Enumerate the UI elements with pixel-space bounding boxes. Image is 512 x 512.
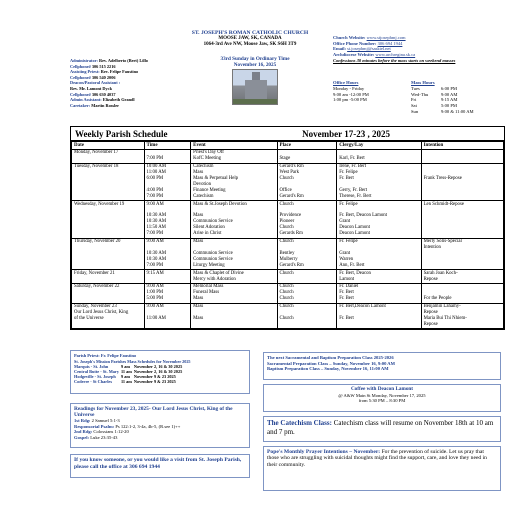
mass-time: 6:00 PM	[441, 85, 457, 91]
cell-clergy: Fr. Bert, Deacon Lamont	[337, 270, 421, 284]
sunday-title: 33rd Sunday in Ordinary Time	[220, 56, 290, 62]
pope-intention-box	[263, 446, 501, 491]
cell-time: 9:00 AM 10:30 AM 10:30 AM 11:50 AM 7:00 PM	[144, 201, 191, 238]
contact-label: Office Phone Number:	[333, 40, 377, 46]
mission-dates: November 9 & 23 2025	[133, 379, 176, 385]
weekly-schedule	[70, 126, 505, 330]
contact-block	[333, 35, 508, 64]
cell-intention: Len Schmidt-Repose	[421, 201, 503, 238]
cell-intention: Sarah Joan Koch- Repose	[421, 270, 503, 284]
schedule-dates: November 17-23 , 2025	[302, 128, 390, 139]
cell-event: Catechism Mass Mass & Perpetual Help Devotion Finance Meeting Catechism	[191, 163, 277, 200]
reading-value: Ps 122:1-2, 3-4a, 4b-5, (R.see 1)++	[115, 423, 181, 429]
cell-clergy: Fr. Bert,Deacon Lamont Fr. Bert	[337, 303, 421, 329]
mass-day: Sun	[411, 108, 419, 114]
staff-value: Rev. Adelberto (Bert) Lillo	[99, 58, 148, 63]
staff-label: Cellphone#	[70, 63, 91, 69]
cell-intention: Frank Tress-Repose	[421, 163, 503, 200]
cell-event: Mass & St.Joseph Devotion Mass Communion Service Silent Adoration Arise in Christ	[191, 201, 277, 238]
office-hours-row: 1:00 pm -5:00 PM	[333, 97, 367, 103]
parish-priest: Parish Priest: Fr. Felipe Faustino	[74, 353, 137, 358]
mass-day: Tues	[411, 85, 420, 91]
schedule-title: Weekly Parish Schedule	[75, 128, 168, 139]
table-row	[72, 201, 504, 238]
staff-label: Administrator:	[70, 58, 98, 63]
cell-date: Wednesday, November 19	[72, 201, 145, 238]
cell-clergy: Fr. Daniel Fr. Bert Fr. Bert	[337, 283, 421, 303]
mass-day: Wed-Thu	[411, 91, 429, 97]
prep-line-2: Baptism Preparation Class – Sunday, November 16, 11:00 AM	[267, 366, 389, 372]
cell-place: Gerard's Rm West Park Church Office Gerard's Rm	[277, 163, 337, 200]
cell-intention: For the People	[421, 283, 503, 303]
coffee-line-2: from 5:30 PM – 8:30 PM	[358, 398, 406, 404]
mass-hours-row	[411, 109, 508, 115]
mission-name: Marquis - St. John	[74, 364, 109, 370]
staff-label: Deacon/Pastoral Assistant :	[70, 80, 121, 86]
contact-link[interactable]: www.archregina.sk.ca	[375, 52, 416, 58]
contact-label: Church Website:	[333, 35, 366, 40]
column-header: Date	[72, 142, 145, 150]
contact-link[interactable]: 306 694 1944	[377, 40, 403, 46]
reading-label: Responsorial Psalm:	[74, 423, 116, 429]
staff-label: Cellphone#	[70, 74, 91, 80]
mission-name: Central Butte - St. Mary	[74, 369, 119, 375]
mission-dates: November 9 & 23 2025	[133, 374, 176, 380]
mass-day: Sat	[411, 103, 417, 109]
reading-label: 2nd Rdg:	[74, 429, 94, 435]
catechism-text: Catechism class will resume on November 18th at 10 am and 7 pm.	[267, 419, 494, 436]
catechism-title: The Catechism Class:	[267, 419, 332, 427]
cell-place: Stage	[277, 149, 337, 163]
cell-clergy: Fr. Felipe Grant Warren Ann, Fr. Bert	[337, 238, 421, 270]
mass-hours	[411, 80, 508, 115]
confessions-note: Confessions 30 minutes before the mass starts on weekend masses	[333, 57, 456, 63]
mass-hours-title: Mass Hours	[411, 80, 435, 85]
staff-list	[70, 58, 220, 108]
church-city: MOOSE JAW, SK, CANADA	[218, 36, 282, 42]
reading-label: Gospel:	[74, 434, 91, 440]
office-hours-title: Office Hours	[333, 80, 359, 85]
cell-date: Sunday, November 23 Our Lord Jesus Christ, King of the Universe	[72, 303, 145, 329]
mission-time: 11 am	[121, 369, 132, 375]
contact-list	[333, 35, 508, 58]
cell-event: Priest's Day Off KofC Meeting	[191, 149, 277, 163]
mission-time: 11 am	[121, 379, 132, 385]
staff-value: 306 630 4037	[91, 91, 116, 97]
cell-place: Church Church	[277, 303, 337, 329]
staff-value: 306 540 2006	[91, 74, 116, 80]
contact-label: Email:	[333, 46, 346, 52]
staff-value: Rev. Felipe Faustino	[100, 69, 139, 75]
cell-date: Thursday, November 20	[72, 238, 145, 270]
prep-line-1: Sacramental Preparation Class – Sunday, November 16, 9:00 AM	[267, 360, 395, 366]
column-header: Place	[277, 142, 337, 150]
mass-time: 9:00 AM	[441, 91, 458, 97]
column-header: Intention	[421, 142, 503, 150]
cell-time: 9:15 AM	[144, 270, 191, 284]
cell-place: Church Providence Pioneer Church Gerards Rm	[277, 201, 337, 238]
schedule-columns	[72, 142, 504, 150]
readings-title: Readings for November 23, 2025- Our Lord Jesus Christ, King of the Universe	[74, 406, 233, 418]
sunday-date: November 16, 2025	[233, 62, 277, 68]
office-hours	[333, 80, 411, 103]
readings-box	[70, 403, 250, 448]
mission-name: Coderre - St Charles	[74, 379, 112, 385]
cell-place: Church Bentley Mulberry Gerard's Rm	[277, 238, 337, 270]
cell-date: Monday, November 17	[72, 149, 145, 163]
cell-time: 9:00 AM 11:00 AM	[144, 303, 191, 329]
column-header: Event	[191, 142, 277, 150]
mass-day: Fri	[411, 97, 417, 103]
cell-clergy: Karl, Fr. Bert	[337, 149, 421, 163]
staff-value: Elizabeth Grandl	[102, 97, 135, 103]
mission-table	[74, 364, 184, 384]
column-header: Clergy/Lay	[337, 142, 421, 150]
reading-value: Colossians 1:12-20	[93, 429, 129, 435]
staff-value: Rev. Mr. Lamont Dyck	[70, 85, 112, 91]
cell-event: Mass & Chaplet of Divine Mercy with Adoration	[191, 270, 277, 284]
cell-event: Mass Communion Service Communion Service Liturgy Meeting	[191, 238, 277, 270]
church-address: 1064-3rd Ave NW, Moose Jaw, SK S6H 3T9	[203, 42, 297, 48]
catechism-box	[263, 416, 501, 442]
church-name: ST. JOSEPH'S ROMAN CATHOLIC CHURCH	[191, 30, 309, 36]
reading-value: 2 Samuel 5:1-3	[91, 418, 120, 423]
prep-title: The next Sacramental and Baptism Preparation Class 2025-2026	[267, 355, 394, 360]
mission-time: 9 am	[121, 374, 130, 380]
mission-heading: St. Joseph's Mission Parishes Mass Schedules for November 2025	[74, 358, 191, 364]
reading-row	[74, 435, 246, 441]
coffee-box	[263, 384, 501, 412]
cell-clergy: Irene, Fr. Bert Fr. Felipe Fr. Bert Gerry, Fr. Bert Therese, Fr. Bert	[337, 163, 421, 200]
cell-place: Church Church Church	[277, 283, 337, 303]
cell-time: 9:00 AM 1:00 PM 5:00 PM	[144, 283, 191, 303]
contact-link[interactable]: www.stjosephmj.com	[366, 35, 406, 40]
table-row	[72, 149, 504, 163]
table-row	[72, 270, 504, 284]
cell-date: Saturday, November 22	[72, 283, 145, 303]
mass-time: 5:00 PM	[441, 103, 457, 109]
staff-label: Caretaker:	[70, 102, 91, 108]
table-row	[72, 238, 504, 270]
church-title-block	[150, 30, 350, 52]
schedule-header	[71, 127, 504, 141]
staff-row	[70, 103, 220, 109]
preparation-class-box	[263, 352, 501, 380]
staff-label: Cellphone#	[70, 91, 91, 97]
schedule-body	[72, 149, 504, 328]
church-ground	[233, 99, 278, 104]
cell-time: 7:00 PM	[144, 149, 191, 163]
cell-date: Tuesday, November 18	[72, 163, 145, 200]
office-hours-row: 9:00 am -12:00 PM	[333, 91, 369, 97]
cell-intention: Benjamin Lahamy- Repose Maria Bui Thi Nhiem- Repose	[421, 303, 503, 329]
staff-label: Assisting Priest:	[70, 69, 100, 75]
pope-title: Pope's Monthly Prayer Intentions – November:	[267, 449, 381, 455]
cell-intention	[421, 149, 503, 163]
cell-time: 10:00 AM 11:00 AM 6:00 PM 4:00 PM 7:00 PM	[144, 163, 191, 200]
staff-value: Martin Rossler	[91, 102, 120, 108]
reading-label: 1st Rdg:	[74, 418, 92, 423]
visit-request-box: If you know someone, or you would like a visit from St. Joseph Parish, please call the office at 306 694 1944	[70, 454, 250, 478]
mission-name: Hodgeville - St. Joseph	[74, 374, 116, 380]
cell-time: 9:00 AM 10:30 AM 10:30 AM 7:00 PM	[144, 238, 191, 270]
staff-label: Admin Assistant:	[70, 97, 102, 103]
mission-dates: November 2, 16 & 30 2025	[133, 369, 183, 375]
contact-label: Archdiocese Website:	[333, 52, 375, 58]
schedule-table	[71, 141, 504, 329]
cell-clergy: Fr. Felipe Fr. Bert, Deacon Lamont Grant Deacon Lamont Deacon Lamont	[337, 201, 421, 238]
sunday-block	[210, 56, 300, 68]
cell-place: Church	[277, 270, 337, 284]
table-row	[72, 283, 504, 303]
reading-value: Luke 23:35-43	[90, 434, 118, 440]
column-header: Time	[144, 142, 191, 150]
coffee-line-1: @ A&W Main St Monday, November 17, 2025	[338, 392, 426, 398]
table-row	[72, 303, 504, 329]
mass-time: 9:15 AM	[441, 97, 458, 103]
pope-text: For the prevention of suicide. Let us pray that those who are struggling with suicidal thoughts might find the support, care, and love they need in their community.	[267, 449, 487, 468]
contact-link[interactable]: st.josephmj@sasktel.net	[347, 46, 391, 52]
staff-value: 306 515 2216	[91, 63, 116, 69]
mission-time: 9 am	[121, 364, 130, 370]
table-row	[72, 163, 504, 200]
cell-intention: Merly Solis-Special Intention	[421, 238, 503, 270]
mission-dates: November 2, 16 & 30 2025	[133, 364, 183, 370]
coffee-title: Coffee with Deacon Lamont	[350, 386, 414, 392]
cell-event: Mass Mass	[191, 303, 277, 329]
church-photo	[232, 69, 278, 105]
mission-mass-box	[70, 350, 250, 394]
office-hours-row: Monday - Friday	[333, 85, 365, 91]
mission-row	[74, 379, 184, 384]
cell-event: Memorial Mass Funeral Mass Mass	[191, 283, 277, 303]
mass-time: 9:00 & 11:00 AM	[441, 108, 474, 114]
cell-date: Friday, November 21	[72, 270, 145, 284]
